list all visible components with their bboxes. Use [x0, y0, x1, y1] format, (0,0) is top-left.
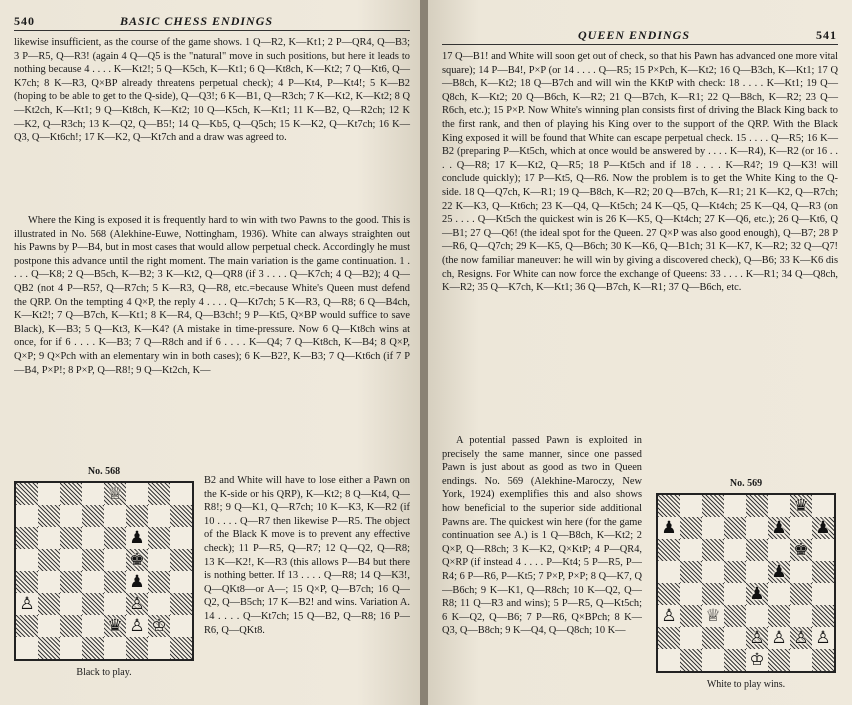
square-c3 — [702, 605, 724, 627]
square-e2 — [746, 627, 768, 649]
square-f3 — [768, 605, 790, 627]
square-b4 — [680, 583, 702, 605]
diagram-568-title: No. 568 — [87, 466, 121, 477]
square-g5 — [790, 561, 812, 583]
square-a3 — [658, 605, 680, 627]
square-d3 — [724, 605, 746, 627]
square-c4 — [60, 571, 82, 593]
square-g7 — [790, 517, 812, 539]
chess-piece-icon: ♙ — [749, 627, 765, 648]
square-g3 — [148, 593, 170, 615]
square-b2 — [680, 627, 702, 649]
square-f6 — [126, 527, 148, 549]
square-h2 — [812, 627, 834, 649]
chessboard-568 — [14, 481, 194, 661]
square-a3 — [16, 593, 38, 615]
chess-piece-icon: ♟ — [129, 571, 145, 592]
square-d1 — [82, 637, 104, 659]
square-c1 — [60, 637, 82, 659]
square-b6 — [38, 527, 60, 549]
square-a1 — [658, 649, 680, 671]
right-text-beside-diagram — [442, 434, 642, 698]
left-paragraph-2-continued: B2 and White will have to lose either a Pawn on the K-side or his QRP), K—Kt2; 8 Q—Kt4, Q—R8!; 9 Q—K1, Q—R7ch; 10 K—K3, K—R2 (if 10 . . . . Q—R7 then likewise P—R5. The object of the Black K move is to prevent any effective check); 11 P—R5, Q—R7; 12 Q—Q2, Q—R8; 13 K—K2!, K—R3 (this allows P—B4 but there is nothing better. If 13 . . . . Q—R8; 14 Q—K3!, Q—QKt8—or A—; 15 Q×P, Q—B7ch; 16 Q—Q2, Q—B5ch; 17 K—B2! and wins. Variation A. 14 . . . . Q—Kt7ch; 15 Q—B2, Q—R8; 16 P—R6, Q—QKt8. — [204, 475, 410, 636]
square-h8 — [170, 483, 192, 505]
square-a6 — [16, 527, 38, 549]
chess-piece-icon: ♕ — [705, 605, 721, 626]
square-c6 — [702, 539, 724, 561]
left-text-beside-diagram — [204, 474, 410, 696]
square-g4 — [790, 583, 812, 605]
square-c6 — [60, 527, 82, 549]
square-e1 — [746, 649, 768, 671]
chess-piece-icon: ♙ — [771, 627, 787, 648]
chess-piece-icon: ♙ — [661, 605, 677, 626]
square-b5 — [38, 549, 60, 571]
square-f2 — [126, 615, 148, 637]
square-e8 — [746, 495, 768, 517]
square-b6 — [680, 539, 702, 561]
square-f8 — [126, 483, 148, 505]
right-page-number: 541 — [816, 28, 837, 42]
square-d2 — [82, 615, 104, 637]
square-e1 — [104, 637, 126, 659]
right-paragraph-1: 17 Q—B1! and White will soon get out of check, so that his Pawn has advanced one more vital square); 14 P—B4!, P×P (or 14 . . . . Q—R5; 15 P×Pch, K—Kt2; 16 Q—B3ch, K—Kt1; 17 Q—B8ch, K—Kt2; 18 Q—B7ch and will win the KKtP with check: 18 . . . . K—Kt1; 19 Q—Q8ch, K—Kt2; 20 Q—B6ch, K—R2; 21 Q—B7ch, K—R1; 22 Q—B8ch, K—R2; 23 Q—R6ch, etc.); 15 P×P. Now White's winning plan consists first of driving the Black King back to the first rank, and then of playing his King over to the support of the QRP. With the Black King exposed it will be found that White can escape perpetual check. 15 . . . . Q—R5; 16 K—B2 (preparing P—Kt5ch, which at once would be answered by . . . . K—R4), K—R2 (or 16 . . . . Q—R8; 17 K—Kt2, Q—R5; 18 P—Kt5ch and if 18 . . . . K—R4?; 19 Q—K3! will conclude quickly); 17 P—Kt5, Q—R6. Now the problem is to get the White King to the Q-side. 18 Q—Q7ch, K—R1; 19 Q—B8ch, K—R2; 20 Q—B7ch, K—R1; 21 K—K2, Q—R7ch; 22 K—K3, Q—Kt6ch; 23 K—Q4, Q—Kt5ch; 24 K—Q5, Q—Kt4ch; 25 K—Q4, Q—R3 (on 25 . . . . Q—Kt5ch the quickest win is 26 K—K5, Q—Kt4ch; 27 K—Q6, etc.); 26 Q—Kt6, Q—B1; 27 Q—Q6! (the ideal spot for the Queen. 27 Q×P was also good enough), Q—B7; 28 P—R6, Q—Q7ch; 29 K—K5, Q—B6ch; 30 K—K6, Q—B1ch; 31 K—K7, K—R2; 32 Q—Q7! (the now familiar maneuver: he will win by giving a discovered check), Q—B6; 33 K—K6 dis ch, Resigns. For White can now force the exchange of Queens: 33 . . . . K—R1; 34 Q—Q8ch, K—R2; 35 Q—K7ch, K—Kt1; 36 Q—B7ch, K—R1; 37 Q—B6ch, etc. — [442, 51, 839, 294]
diagram-568-caption: Black to play. — [76, 667, 132, 678]
square-e8 — [104, 483, 126, 505]
square-e6 — [104, 527, 126, 549]
square-a7 — [16, 505, 38, 527]
diagram-569-title: No. 569 — [729, 478, 763, 489]
chess-piece-icon: ♙ — [129, 615, 145, 636]
square-h5 — [170, 549, 192, 571]
square-d2 — [724, 627, 746, 649]
square-f5 — [126, 549, 148, 571]
square-d6 — [724, 539, 746, 561]
square-e4 — [104, 571, 126, 593]
square-b1 — [38, 637, 60, 659]
square-a5 — [16, 549, 38, 571]
square-c2 — [60, 615, 82, 637]
chess-piece-icon: ♙ — [19, 593, 35, 614]
right-running-head: QUEEN ENDINGS — [578, 28, 691, 42]
square-c5 — [60, 549, 82, 571]
square-f1 — [768, 649, 790, 671]
left-running-head: BASIC CHESS ENDINGS — [120, 14, 274, 28]
book-gutter — [420, 0, 428, 705]
square-d4 — [724, 583, 746, 605]
square-b5 — [680, 561, 702, 583]
right-header-rule — [442, 44, 838, 45]
chess-piece-icon: ♟ — [129, 527, 145, 548]
square-h4 — [812, 583, 834, 605]
square-d1 — [724, 649, 746, 671]
square-a4 — [658, 583, 680, 605]
square-b2 — [38, 615, 60, 637]
square-h2 — [170, 615, 192, 637]
square-d5 — [724, 561, 746, 583]
square-f5 — [768, 561, 790, 583]
square-f7 — [126, 505, 148, 527]
square-e7 — [104, 505, 126, 527]
square-e3 — [746, 605, 768, 627]
square-a5 — [658, 561, 680, 583]
left-header-rule — [14, 30, 410, 31]
square-h6 — [812, 539, 834, 561]
square-c3 — [60, 593, 82, 615]
right-text-top — [442, 50, 838, 295]
square-f7 — [768, 517, 790, 539]
square-b7 — [680, 517, 702, 539]
square-d5 — [82, 549, 104, 571]
square-e6 — [746, 539, 768, 561]
square-a1 — [16, 637, 38, 659]
square-h1 — [170, 637, 192, 659]
chess-piece-icon: ♚ — [129, 549, 145, 570]
square-e4 — [746, 583, 768, 605]
square-g3 — [790, 605, 812, 627]
square-a8 — [16, 483, 38, 505]
left-text-middle — [14, 214, 410, 474]
diagram-569 — [654, 478, 838, 690]
square-d6 — [82, 527, 104, 549]
square-h6 — [170, 527, 192, 549]
square-f2 — [768, 627, 790, 649]
square-c7 — [60, 505, 82, 527]
square-a7 — [658, 517, 680, 539]
square-h8 — [812, 495, 834, 517]
chess-piece-icon: ♟ — [749, 583, 765, 604]
chess-piece-icon: ♔ — [749, 649, 765, 670]
square-b3 — [680, 605, 702, 627]
square-g6 — [148, 527, 170, 549]
square-g1 — [790, 649, 812, 671]
chess-piece-icon: ♕ — [107, 483, 123, 504]
chess-piece-icon: ♙ — [815, 627, 831, 648]
square-g4 — [148, 571, 170, 593]
square-a4 — [16, 571, 38, 593]
square-h1 — [812, 649, 834, 671]
chess-piece-icon: ♛ — [793, 495, 809, 516]
chess-piece-icon: ♔ — [151, 615, 167, 636]
diagram-569-caption: White to play wins. — [706, 679, 786, 690]
square-a2 — [16, 615, 38, 637]
square-g2 — [148, 615, 170, 637]
square-g2 — [790, 627, 812, 649]
square-d8 — [82, 483, 104, 505]
square-c7 — [702, 517, 724, 539]
chess-piece-icon: ♟ — [771, 517, 787, 538]
square-h7 — [812, 517, 834, 539]
square-d7 — [724, 517, 746, 539]
diagram-568 — [14, 466, 194, 678]
square-b4 — [38, 571, 60, 593]
chess-piece-icon: ♙ — [793, 627, 809, 648]
left-page — [0, 0, 420, 705]
square-a6 — [658, 539, 680, 561]
square-g5 — [148, 549, 170, 571]
square-g8 — [148, 483, 170, 505]
square-d4 — [82, 571, 104, 593]
square-e5 — [746, 561, 768, 583]
square-h3 — [170, 593, 192, 615]
square-e3 — [104, 593, 126, 615]
chess-piece-icon: ♟ — [771, 561, 787, 582]
chess-piece-icon: ♟ — [815, 517, 831, 538]
left-page-number: 540 — [14, 14, 35, 28]
square-d8 — [724, 495, 746, 517]
square-g6 — [790, 539, 812, 561]
square-f8 — [768, 495, 790, 517]
square-h5 — [812, 561, 834, 583]
square-d7 — [82, 505, 104, 527]
square-e7 — [746, 517, 768, 539]
square-e2 — [104, 615, 126, 637]
square-c1 — [702, 649, 724, 671]
square-c8 — [702, 495, 724, 517]
square-b3 — [38, 593, 60, 615]
square-b8 — [38, 483, 60, 505]
left-text-top — [14, 36, 410, 145]
square-c8 — [60, 483, 82, 505]
chess-piece-icon: ♛ — [107, 615, 123, 636]
square-f4 — [126, 571, 148, 593]
right-page — [428, 0, 852, 705]
left-paragraph-1: likewise insufficient, as the course of the game shows. 1 Q—R2, K—Kt1; 2 P—QR4, Q—B3; 3 P—R5, Q—R3! (again 4 Q—Q5 is the "natural" move in such positions, but here it leads to nothing because 4 . . . . K—Kt2!; 5 Q—K5ch, K—Kt1; 6 Q—Kt8ch, K—Kt2; 7 Q—Kt6, Q—K7ch; 8 K—R3, Q×BP already threatens perpetual check); 4 P—Kt4, P—Kt4!; 5 K—B2 (hoping to be able to get to the Q-side), Q—Q3!; 6 K—B1, Q—R3ch; 7 K—Kt2, K—Kt2; 8 Q—Kt2ch, K—Kt1; 9 Q—Kt8ch, K—Kt2; 10 Q—K5ch, K—Kt1; 11 K—B2, Q—R2ch; 12 K—K2, Q—R3ch; 13 K—Q2, Q—B5!; 14 Q—Kb5, Q—Q5ch; 15 K—K2, Q—Kt7ch; 16 K—Q3, Q—Kt6ch!; 17 K—K2, Q—Kt7ch and a draw was agreed to. — [14, 37, 410, 144]
square-d3 — [82, 593, 104, 615]
square-b1 — [680, 649, 702, 671]
square-c4 — [702, 583, 724, 605]
square-f6 — [768, 539, 790, 561]
square-h7 — [170, 505, 192, 527]
right-paragraph-2: A potential passed Pawn is exploited in precisely the same manner, since one passed Pawn is just about as good as two in Queen endings. No. 569 (Alekhine-Maroczy, New York, 1924) exemplifies this and also shows how beneficial to the superior side additional Pawns are. The quickest win here (for the game continuation see A.) is 1 Q—B8ch, K—Kt2; 2 Q×P, Q—R8ch; 3 K—K2, Q×KtP; 4 P—QR4, Q×RP (if instead 4 . . . . P—Kt4; 5 P—R5, P—R4; 6 P—R6, P—Kt5; 7 P×P, P×P; 8 Q—K7, Q—B6ch; 9 K—K1, Q—R8ch; 10 K—Q2, Q—R8; 11 Q—R3 and wins); 5 P—R5, Q—Kt5ch; 6 K—Q2, Q—B6; 7 P—R6, Q×BPch; 8 K—Q3, Q—B8ch; 9 K—Q4, Q—Q8ch; 10 K— — [442, 435, 642, 637]
left-paragraph-2: Where the King is exposed it is frequently hard to win with two Pawns to the good. This is illustrated in No. 568 (Alekhine-Euwe, Nottingham, 1936). White can always straighten out his Pawns by P—B4, but in most cases that would allow perpetual check. Accordingly he must postpone this advance until the right moment. The main variation is the game continuation. 1 . . . . Q—K8; 2 Q—B5ch, K—B2; 3 K—Kt2, Q—QR8 (if 3 . . . . Q—K7ch; 4 Q—B2); 4 Q—QB2 (not 4 P—R5?, Q—R7ch; 5 K—R3, Q—R8, etc.=because White's Queen must defend the QRP. On the tempting 4 Q×P, the reply 4 . . . . Q—Kt7ch; 5 K—R3, Q—R8; 6 Q—B4ch, K—Kt2!; 7 Q—B7ch, K—Kt1; 8 K—R4, Q—B3ch!; 9 P—Kt5, Q×BP would suffice to save Black), K—B3; 5 Q—Kt3, K—K4? (A mistake in time-pressure. Now 6 Q—Kt8ch wins at once, for if 6 . . . . K—B3; 7 Q—R8ch and if 6 . . . . K—Q4; 7 Q—Kt8ch, K—B4; 8 Q×P, Q×P; 9 Q×Pch with an elementary win in both cases); 6 K—B2?, K—B3; 7 Q—Kt6ch (if 7 P—B4, P×P!; 8 P×P, Q—R8!; 9 Q—Kt2ch, K— — [14, 215, 410, 376]
chessboard-569 — [656, 493, 836, 673]
square-a2 — [658, 627, 680, 649]
square-c5 — [702, 561, 724, 583]
chess-piece-icon: ♚ — [793, 539, 809, 560]
square-g7 — [148, 505, 170, 527]
square-g1 — [148, 637, 170, 659]
chess-piece-icon: ♟ — [661, 517, 677, 538]
square-c2 — [702, 627, 724, 649]
square-h4 — [170, 571, 192, 593]
square-b8 — [680, 495, 702, 517]
square-g8 — [790, 495, 812, 517]
square-b7 — [38, 505, 60, 527]
square-f1 — [126, 637, 148, 659]
square-e5 — [104, 549, 126, 571]
square-h3 — [812, 605, 834, 627]
square-a8 — [658, 495, 680, 517]
square-f4 — [768, 583, 790, 605]
square-f3 — [126, 593, 148, 615]
chess-piece-icon: ♙ — [129, 593, 145, 614]
